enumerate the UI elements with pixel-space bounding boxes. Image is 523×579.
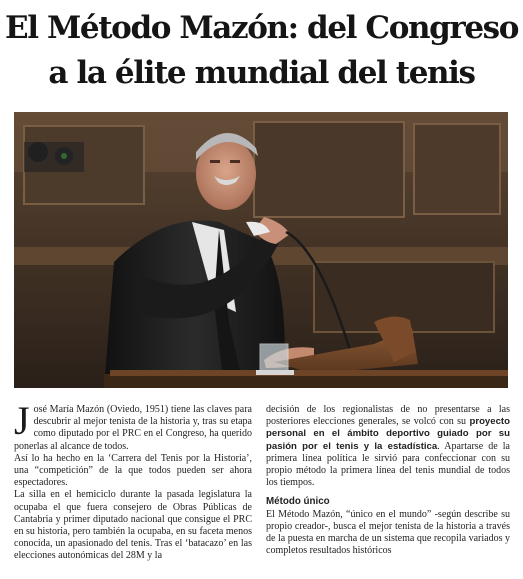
paragraph: La silla en el hemiciclo durante la pasada legislatura la ocupaba el que fuera consejero de Obras Públicas de Cantabria y primer diputado nacional que consigue el PRC en su historia, pero también la ocupaba, en su faceta menos conocida, un apasionado del tenis. Tras el ‘batacazo’ en las elecciones autonómicas del 28M y la bbox=[14, 489, 252, 562]
paragraph bbox=[266, 404, 510, 489]
article-column-right bbox=[266, 404, 510, 576]
paragraph-text: decisión de los regionalistas de no presentarse a las posteriores elecciones generales, se volcó con su bbox=[266, 404, 510, 428]
highlighted-text: proyecto personal en el ámbito deportivo guiado por su pasión por el tenis y la estadística bbox=[266, 416, 510, 452]
article-photo bbox=[14, 112, 508, 388]
headline bbox=[0, 6, 523, 96]
speaker-at-podium-image bbox=[14, 112, 508, 388]
paragraph: Así lo ha hecho en la ‘Carrera del Tenis por la Historia’, una “competición” de la que todos pueden ser ahora espectadores. bbox=[14, 452, 252, 489]
article-column-left bbox=[14, 404, 252, 576]
section-subheading: Método único bbox=[266, 496, 330, 508]
headline-line-2: a la élite mundial del tenis bbox=[48, 55, 475, 91]
headline-line-1: El Método Mazón: del Congreso bbox=[5, 10, 518, 46]
paragraph-text: . Apartarse de la primera línea política le sirvió para confeccionar con su propio método la primera línea del tenis mundial de todos los tiempos. bbox=[266, 440, 510, 489]
paragraph: osé María Mazón (Oviedo, 1951) tiene las claves para descubrir al mejor tenista de la historia y, tras su etapa como diputado por el PRC en el Congreso, ha querido ponerlas al alcance de todos. bbox=[14, 404, 252, 452]
drop-cap: J bbox=[14, 404, 30, 443]
paragraph: El Método Mazón, “único en el mundo” -según describe su propio creador-, busca el mejor tenista de la historia a través de la puesta en marcha de un sistema que recopila variados y completos resultados históricos bbox=[266, 508, 510, 557]
